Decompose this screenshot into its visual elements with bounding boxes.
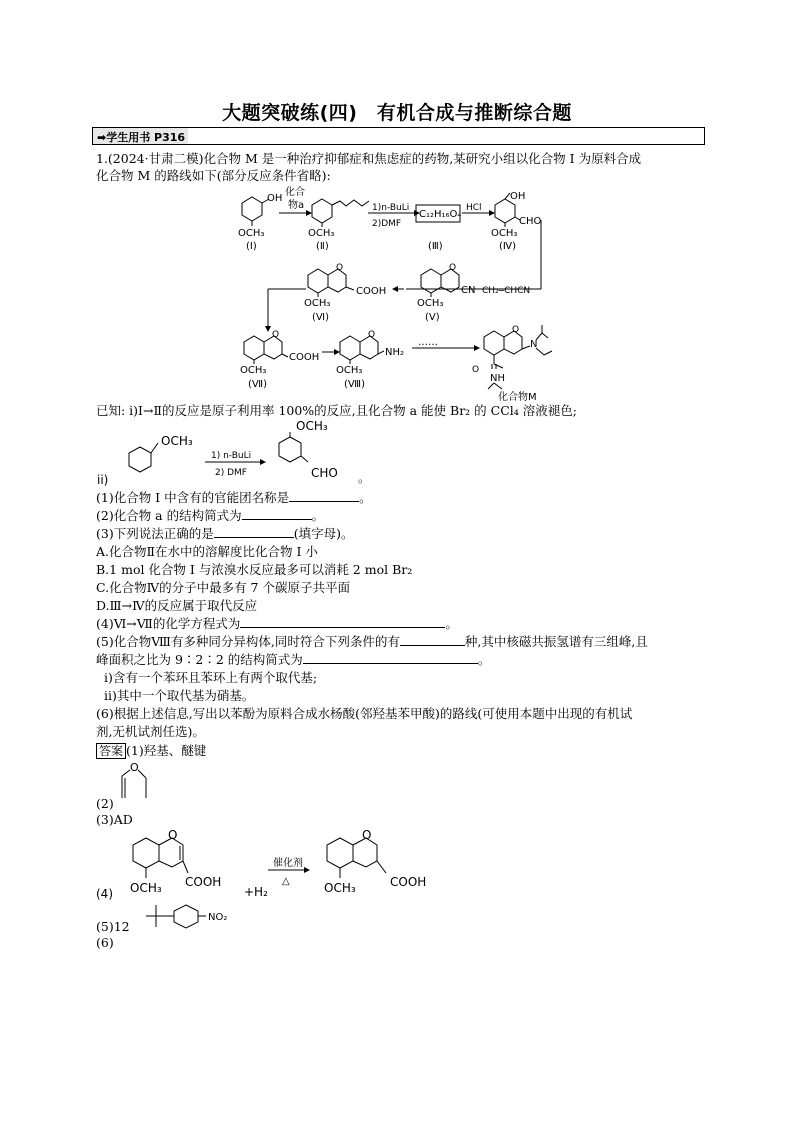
benzene-ring-8 (340, 336, 360, 360)
condition-1: i)含有一个苯环且苯环上有两个取代基; (104, 670, 318, 685)
nitro-benzene-ring (174, 905, 198, 928)
cmpd5-cn: CN (461, 285, 476, 296)
cmpd2-och3: OCH₃ (308, 228, 335, 239)
question-1-5-line-1: (5)化合物Ⅷ有多种同分异构体,同时符合下列条件的有 种,其中核磁共振氢谱有三组峰,且 (96, 634, 648, 649)
step-hcl: HCl (466, 203, 482, 213)
reagent-acrylonitrile: CH₂═CHCN (482, 286, 531, 296)
question-1-4: (4)Ⅵ→Ⅶ的化学方程式为 。 (96, 616, 458, 631)
chromene-benzene (133, 838, 159, 868)
cmpd4-cho: CHO (519, 216, 542, 227)
answer-4-label: (4) (96, 887, 113, 901)
cmpd4-oh: OH (510, 191, 526, 202)
cmpd-m-o-carbonyl: O (472, 365, 480, 375)
cmpd8-och3: OCH₃ (336, 365, 363, 376)
cmpd4-och3: OCH₃ (491, 228, 518, 239)
cmpd8-label: (Ⅷ) (344, 379, 365, 390)
anisole-och3: OCH₃ (161, 434, 193, 448)
product-ring (279, 437, 301, 462)
question-1-2: (2)化合物 a 的结构简式为 。 (96, 508, 325, 523)
answer-3: (3)AD (96, 812, 133, 827)
step-nbuli: 1)n-BuLi (372, 203, 410, 213)
answer-blank[interactable] (303, 651, 478, 664)
answer-label: 答案 (96, 743, 126, 759)
benzene-ring-1 (242, 197, 262, 221)
answer-blank[interactable] (240, 615, 445, 628)
known-ii-reaction (96, 418, 396, 488)
cmpd1-oh: OH (267, 193, 283, 204)
option-b: B.1 mol 化合物 I 与浓溴水反应最多可以消耗 2 mol Br₂ (96, 562, 413, 577)
answer-blank[interactable] (289, 489, 359, 502)
option-c: C.化合物Ⅳ的分子中最多有 7 个碳原子共平面 (96, 580, 350, 595)
cmpd-m-n: N (530, 339, 538, 350)
question-1-1: (1)化合物 I 中含有的官能团名称是 。 (96, 490, 372, 505)
benzene-ring-4 (495, 199, 515, 223)
section-tag (92, 127, 705, 145)
cmpd6-o: O (336, 263, 344, 273)
answer-5: (5)12 (96, 919, 130, 934)
reagent-a-line2: 物a (288, 200, 305, 211)
answer-blank[interactable] (214, 525, 294, 538)
cmpd7-och3: OCH₃ (240, 365, 267, 376)
product-o: O (362, 828, 372, 842)
answer-6: (6) (96, 935, 114, 950)
benzene-ring-6 (308, 269, 328, 293)
cmpd2-label: (Ⅱ) (316, 241, 329, 252)
option-d: D.Ⅲ→Ⅳ的反应属于取代反应 (96, 598, 258, 613)
cmpd6-label: (Ⅵ) (312, 312, 330, 323)
reaction-dots: …… (418, 337, 438, 348)
cmpd7-cooh: COOH (289, 352, 320, 363)
cmpd5-och3: OCH₃ (417, 298, 444, 309)
product-och3: OCH₃ (324, 881, 356, 895)
answer-blank[interactable] (400, 633, 465, 646)
heat-symbol: △ (282, 876, 290, 887)
reactant-o: O (168, 828, 178, 842)
known-step1: 1) n-BuLi (211, 451, 252, 461)
cmpd8-o: O (368, 330, 376, 340)
reactant-och3: OCH₃ (130, 881, 162, 895)
cmpd-m-nh: NH (490, 373, 505, 384)
nitro-group: NO₂ (208, 912, 228, 923)
benzene-ring-7 (244, 336, 264, 360)
product-cooh: COOH (390, 875, 427, 889)
cmpd6-cooh: COOH (356, 286, 387, 297)
known-period: 。 (358, 471, 371, 485)
chromane-benzene (327, 838, 353, 868)
cmpd3-formula: C₁₂H₁₆O₄ (419, 209, 462, 220)
cmpd8-nh2: NH₂ (385, 347, 405, 358)
product-cho: CHO (311, 466, 338, 480)
plus-h2: +H₂ (244, 885, 268, 899)
cmpd7-o: O (272, 330, 280, 340)
answer-2: (2) (96, 796, 114, 811)
cmpd5-o: O (449, 263, 457, 273)
step-dmf: 2)DMF (372, 219, 402, 229)
condition-2: ii)其中一个取代基为硝基。 (104, 688, 255, 703)
cmpd4-label: (Ⅳ) (499, 241, 517, 252)
cmpd5-label: (Ⅴ) (425, 312, 440, 323)
cmpd7-label: (Ⅶ) (248, 379, 267, 390)
synthesis-scheme (0, 180, 794, 402)
reactant-cooh: COOH (185, 875, 222, 889)
cmpd-m-label: 化合物M (498, 392, 537, 402)
anisole-ring (129, 447, 151, 472)
question-1-6-line-2: 剂,无机试剂任选)。 (96, 724, 205, 739)
cmpd1-och3: OCH₃ (238, 228, 265, 239)
question-1-line-2: 化合物 M 的路线如下(部分反应条件省略): (96, 168, 331, 183)
option-a: A.化合物Ⅱ在水中的溶解度比化合物 I 小 (96, 544, 318, 559)
benzene-ring-2 (312, 199, 332, 223)
product-och3: OCH₃ (296, 419, 328, 433)
question-1-6-line-1: (6)根据上述信息,写出以苯酚为原料合成水杨酸(邻羟基苯甲酸)的路线(可使用本题中出现的有机试 (96, 706, 633, 721)
catalyst-label: 催化剂 (273, 858, 303, 869)
answer-1: 答案 (1)羟基、醚键 (96, 742, 206, 760)
reagent-a-line1: 化合 (285, 187, 305, 198)
question-1-line-1: 1.(2024·甘肃二模)化合物 M 是一种治疗抑郁症和焦虑症的药物,某研究小组以化合物 I 为原料合成 (96, 151, 642, 166)
cmpd-m-o: O (512, 325, 520, 335)
known-ii-label: ii) (97, 473, 109, 487)
cmpd6-och3: OCH₃ (304, 298, 331, 309)
benzene-ring-m (484, 331, 504, 355)
question-1-5-line-2: 峰面积之比为 9∶2∶2 的结构简式为 。 (96, 652, 491, 667)
answer-blank[interactable] (242, 507, 312, 520)
ether-o: O (130, 761, 139, 774)
answer-4-equation (96, 826, 446, 906)
question-1-3: (3)下列说法正确的是 (填字母)。 (96, 526, 354, 541)
known-step2: 2) DMF (215, 468, 247, 478)
tag-label: ➡学生用书 P316 (97, 131, 186, 144)
cmpd3-label: (Ⅲ) (428, 241, 443, 252)
page-title: 大题突破练(四) 有机合成与推断综合题 (222, 102, 572, 124)
known-i: 已知: i)Ⅰ→Ⅱ的反应是原子利用率 100%的反应,且化合物 a 能使 Br₂ 的 CCl₄ 溶液褪色; (96, 403, 577, 418)
cmpd1-label: (Ⅰ) (246, 241, 257, 252)
